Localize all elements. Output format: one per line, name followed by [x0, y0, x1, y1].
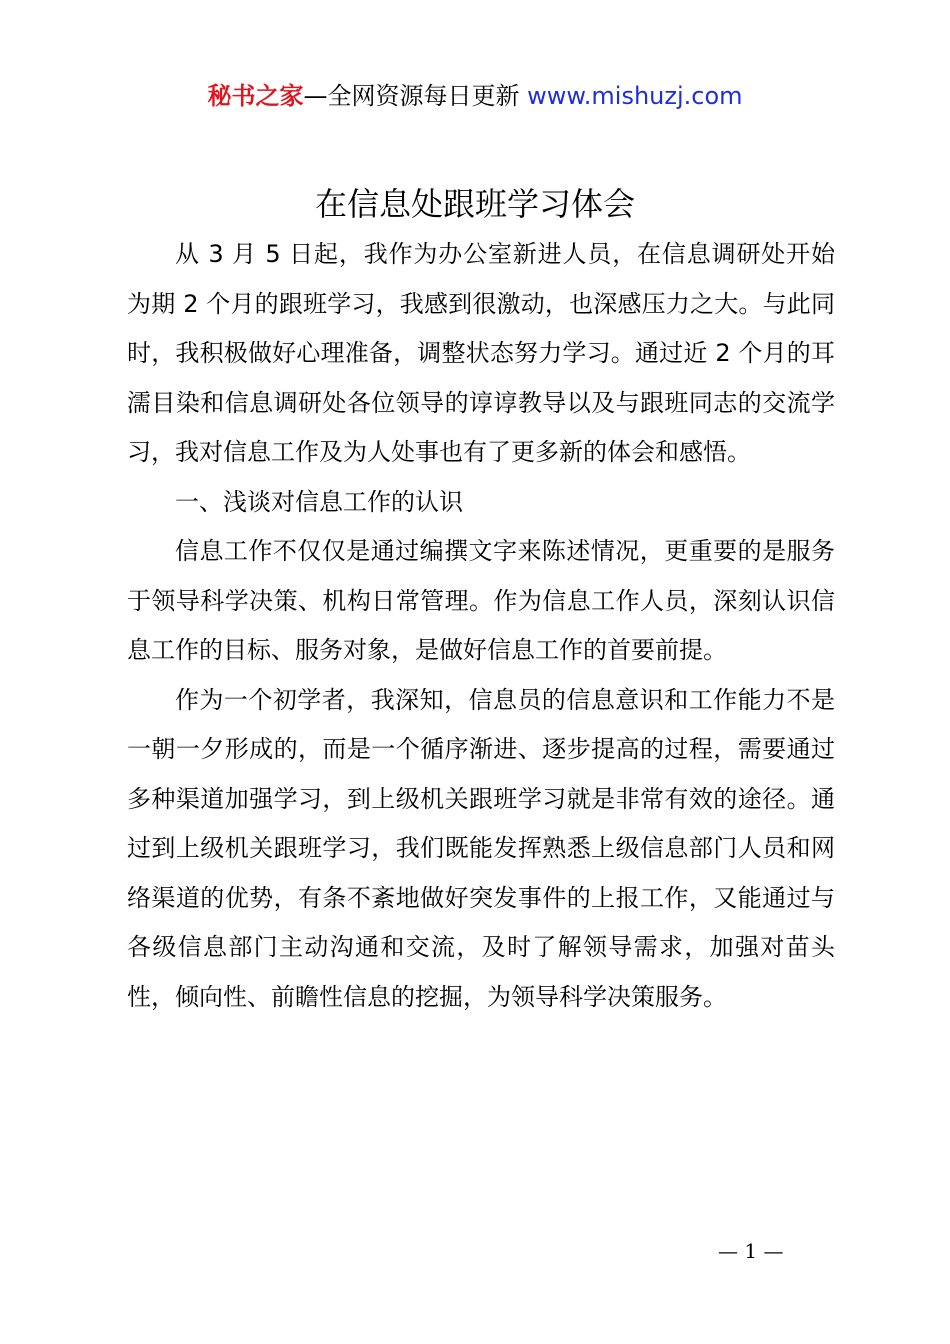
- page-number: — 1 —: [718, 1239, 784, 1263]
- banner-tagline: —全网资源每日更新: [303, 82, 520, 110]
- site-banner: [0, 78, 950, 114]
- brand-name: 秘书之家: [207, 82, 304, 110]
- document-title: 在信息处跟班学习体会: [314, 185, 635, 223]
- site-url-link[interactable]: www.mishuzj.com: [527, 82, 743, 110]
- document-body: [127, 230, 835, 1022]
- section-heading: 一、浅谈对信息工作的认识: [175, 487, 463, 516]
- paragraph-understanding: 信息工作不仅仅是通过编撰文字来陈述情况，更重要的是服务于领导科学决策、机构日常管理。作为信息工作人员，深刻认识信息工作的目标、服务对象，是做好信息工作的首要前提。: [127, 537, 835, 664]
- paragraph-intro: 从 3 月 5 日起，我作为办公室新进人员，在信息调研处开始为期 2 个月的跟班学习，我感到很激动，也深感压力之大。与此同时，我积极做好心理准备，调整状态努力学习。通过近 2 个月的耳濡目染和信息调研处各位领导的谆谆教导以及与跟班同志的交流学习，我对信息工作及为人处事也有了更多新的体会和感悟。: [127, 240, 835, 466]
- paragraph-learning: 作为一个初学者，我深知，信息员的信息意识和工作能力不是一朝一夕形成的，而是一个循序渐进、逐步提高的过程，需要通过多种渠道加强学习，到上级机关跟班学习就是非常有效的途径。通过到上级机关跟班学习，我们既能发挥熟悉上级信息部门人员和网络渠道的优势，有条不紊地做好突发事件的上报工作，又能通过与各级信息部门主动沟通和交流，及时了解领导需求，加强对苗头性，倾向性、前瞻性信息的挖掘，为领导科学决策服务。: [127, 685, 835, 1011]
